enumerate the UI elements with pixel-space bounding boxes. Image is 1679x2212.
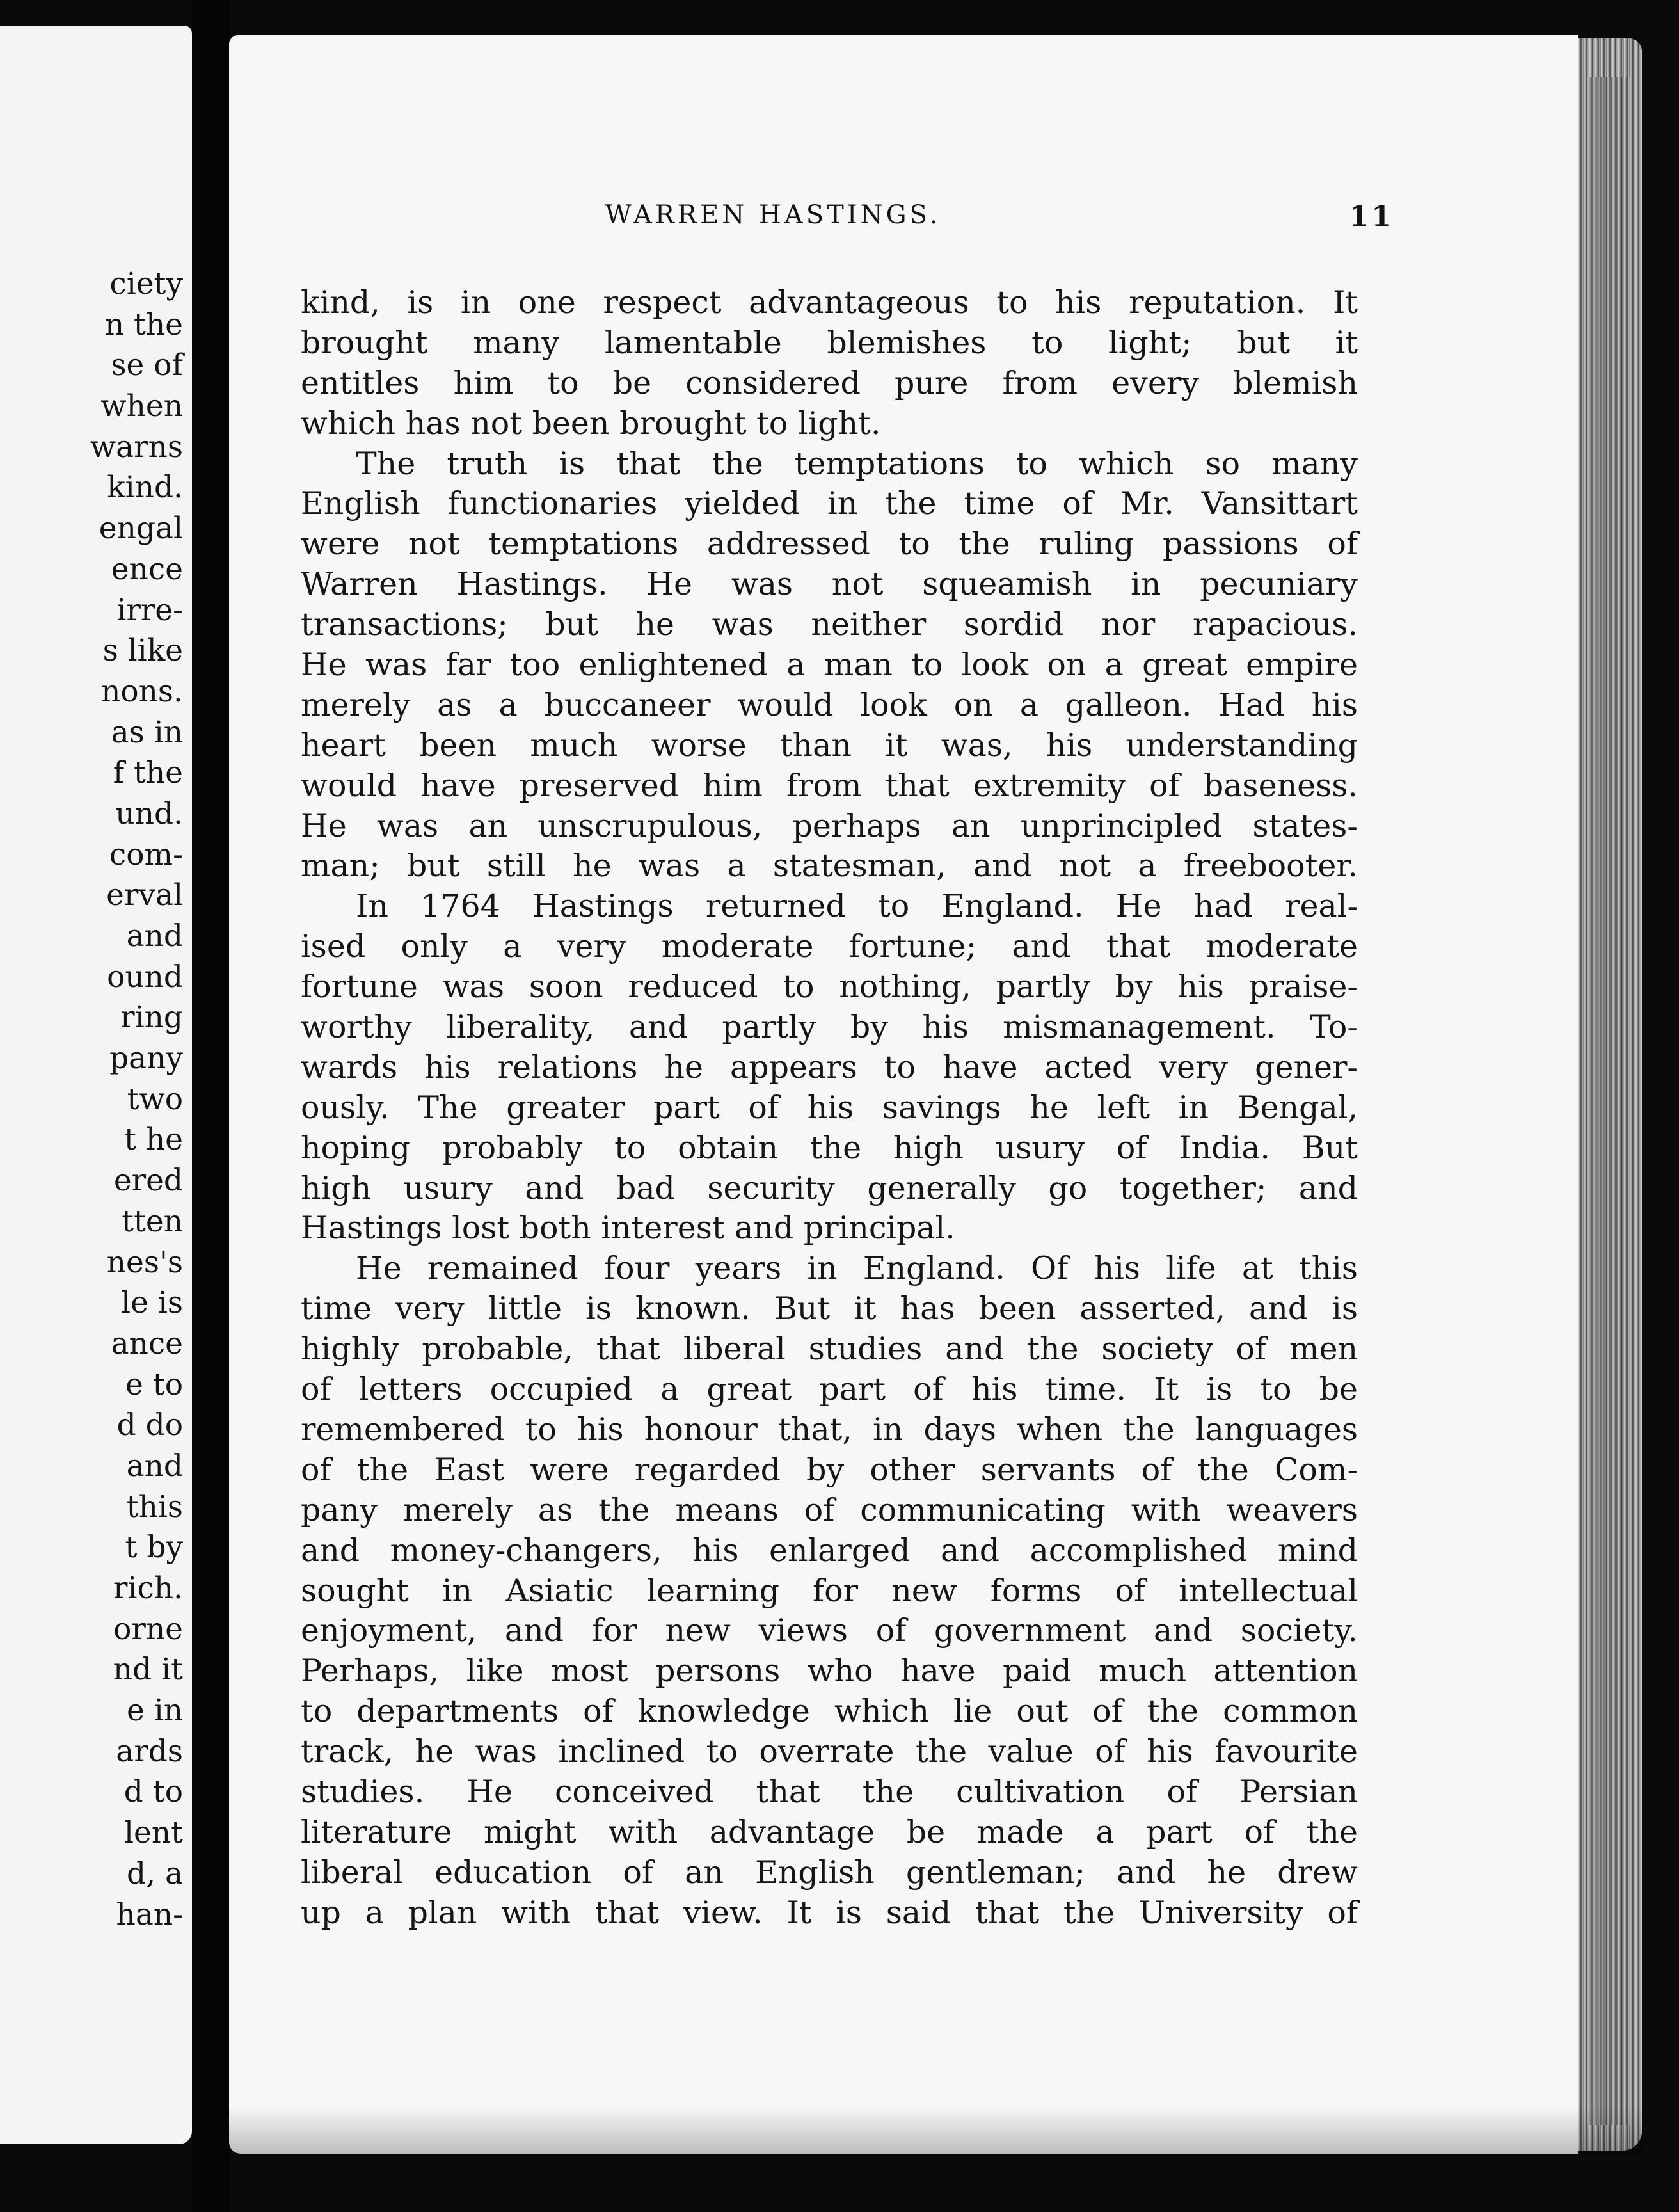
text-line: In 1764 Hastings returned to England. He had real- bbox=[356, 888, 1358, 925]
text-line: e to bbox=[125, 1366, 183, 1402]
text-line: t he bbox=[124, 1122, 183, 1158]
text-line: ciety bbox=[109, 266, 183, 301]
text-line: liberal education of an English gentleman; and he drew bbox=[301, 1854, 1358, 1891]
page-edge-texture bbox=[1586, 77, 1630, 2125]
text-line: high usury and bad security generally go together; and bbox=[301, 1169, 1358, 1206]
text-line: ound bbox=[107, 959, 183, 995]
text-line: han- bbox=[116, 1896, 183, 1932]
text-line: ously. The greater part of his savings he left in Bengal, bbox=[301, 1089, 1358, 1126]
text-line: orne bbox=[113, 1611, 183, 1647]
previous-page bbox=[0, 26, 192, 2144]
text-line: Warren Hastings. He was not squeamish in pecuniary bbox=[301, 566, 1358, 603]
text-line: ised only a very moderate fortune; and that moderate bbox=[301, 928, 1358, 965]
text-line: und. bbox=[115, 796, 183, 831]
text-line: t by bbox=[125, 1530, 183, 1566]
text-line: brought many lamentable blemishes to light; but it bbox=[301, 324, 1358, 361]
text-line: kind, is in one respect advantageous to his reputation. It bbox=[301, 284, 1358, 321]
text-line: He was an unscrupulous, perhaps an unprincipled states- bbox=[301, 807, 1358, 844]
text-line: remembered to his honour that, in days when the languages bbox=[301, 1411, 1358, 1448]
text-line: pany bbox=[109, 1041, 183, 1077]
text-line: two bbox=[127, 1081, 183, 1117]
text-line: to departments of knowledge which lie out of the common bbox=[301, 1693, 1358, 1730]
text-line: ence bbox=[111, 551, 183, 587]
text-line: enjoyment, and for new views of government and society. bbox=[301, 1612, 1358, 1649]
page-body-text bbox=[301, 283, 1358, 1934]
text-line: hoping probably to obtain the high usury of India. But bbox=[301, 1129, 1358, 1166]
text-line: n the bbox=[104, 307, 183, 342]
page-number: 11 bbox=[1349, 200, 1394, 233]
running-head: WARREN HASTINGS. bbox=[605, 200, 941, 230]
text-line: nes's bbox=[106, 1244, 183, 1280]
text-line: kind. bbox=[107, 470, 183, 506]
text-line: d, a bbox=[127, 1855, 183, 1891]
text-line: would have preserved him from that extremity of baseness. bbox=[301, 767, 1358, 804]
text-line: literature might with advantage be made a part of the bbox=[301, 1813, 1358, 1850]
text-line: English functionaries yielded in the time of Mr. Vansittart bbox=[301, 485, 1358, 522]
text-line: transactions; but he was neither sordid nor rapacious. bbox=[301, 606, 1358, 643]
page-bottom-shadow bbox=[229, 2106, 1643, 2157]
text-line: He remained four years in England. Of his life at this bbox=[356, 1250, 1358, 1287]
text-line: se of bbox=[111, 348, 183, 383]
text-line: this bbox=[126, 1489, 183, 1525]
text-line: were not temptations addressed to the ruling passions of bbox=[301, 525, 1358, 563]
text-line: and money-changers, his enlarged and accomplished mind bbox=[301, 1532, 1358, 1569]
text-line: Hastings lost both interest and principal. bbox=[301, 1210, 955, 1247]
text-line: merely as a buccaneer would look on a galleon. Had his bbox=[301, 686, 1358, 723]
text-line: warns bbox=[90, 429, 183, 465]
text-line: The truth is that the temptations to which so many bbox=[356, 445, 1358, 482]
text-line: s like bbox=[102, 633, 183, 669]
text-line: irre- bbox=[116, 592, 183, 628]
text-line: time very little is known. But it has been asserted, and is bbox=[301, 1290, 1358, 1327]
text-line: rich. bbox=[113, 1571, 183, 1606]
text-line: le is bbox=[121, 1285, 183, 1321]
text-line: com- bbox=[109, 837, 183, 872]
text-line: engal bbox=[99, 511, 183, 547]
text-line: up a plan with that view. It is said that the University of bbox=[301, 1894, 1358, 1931]
text-line: nons. bbox=[101, 673, 183, 709]
text-line: e in bbox=[126, 1693, 183, 1729]
text-line: and bbox=[126, 1448, 183, 1484]
current-page bbox=[229, 35, 1578, 2154]
text-line: He was far too enlightened a man to look on a great empire bbox=[301, 646, 1358, 684]
text-line: ance bbox=[111, 1326, 183, 1361]
text-line: Perhaps, like most persons who have paid much attention bbox=[301, 1653, 1358, 1690]
text-line: of letters occupied a great part of his time. It is to be bbox=[301, 1371, 1358, 1408]
text-line: as in bbox=[111, 714, 183, 750]
text-line: tten bbox=[122, 1203, 183, 1239]
text-line: highly probable, that liberal studies and the society of men bbox=[301, 1331, 1358, 1368]
text-line: pany merely as the means of communicating with weavers bbox=[301, 1491, 1358, 1528]
text-line: ards bbox=[116, 1733, 183, 1769]
text-line: man; but still he was a statesman, and not a freebooter. bbox=[301, 847, 1358, 885]
text-line: ered bbox=[113, 1163, 183, 1199]
text-line: sought in Asiatic learning for new forms of intellectual bbox=[301, 1572, 1358, 1609]
text-line: f the bbox=[113, 755, 183, 791]
text-line: fortune was soon reduced to nothing, partly by his praise- bbox=[301, 968, 1358, 1006]
text-line: studies. He conceived that the cultivation of Persian bbox=[301, 1773, 1358, 1810]
text-line: which has not been brought to light. bbox=[301, 405, 881, 442]
text-line: entitles him to be considered pure from every blemish bbox=[301, 364, 1358, 401]
text-line: lent bbox=[123, 1815, 183, 1851]
book-gutter bbox=[192, 0, 230, 2212]
text-line: d do bbox=[116, 1407, 183, 1443]
text-line: track, he was inclined to overrate the value of his favourite bbox=[301, 1733, 1358, 1770]
text-line: wards his relations he appears to have acted very gener- bbox=[301, 1048, 1358, 1086]
previous-page-text bbox=[0, 264, 183, 1935]
text-line: ring bbox=[120, 1000, 183, 1036]
text-line: of the East were regarded by other servants of the Com- bbox=[301, 1451, 1358, 1488]
text-line: worthy liberality, and partly by his mismanagement. To- bbox=[301, 1009, 1358, 1046]
text-line: nd it bbox=[113, 1652, 183, 1688]
text-line: d to bbox=[123, 1774, 183, 1810]
text-line: erval bbox=[106, 878, 183, 913]
text-line: heart been much worse than it was, his understanding bbox=[301, 726, 1358, 764]
text-line: when bbox=[100, 389, 183, 424]
text-line: and bbox=[126, 918, 183, 954]
